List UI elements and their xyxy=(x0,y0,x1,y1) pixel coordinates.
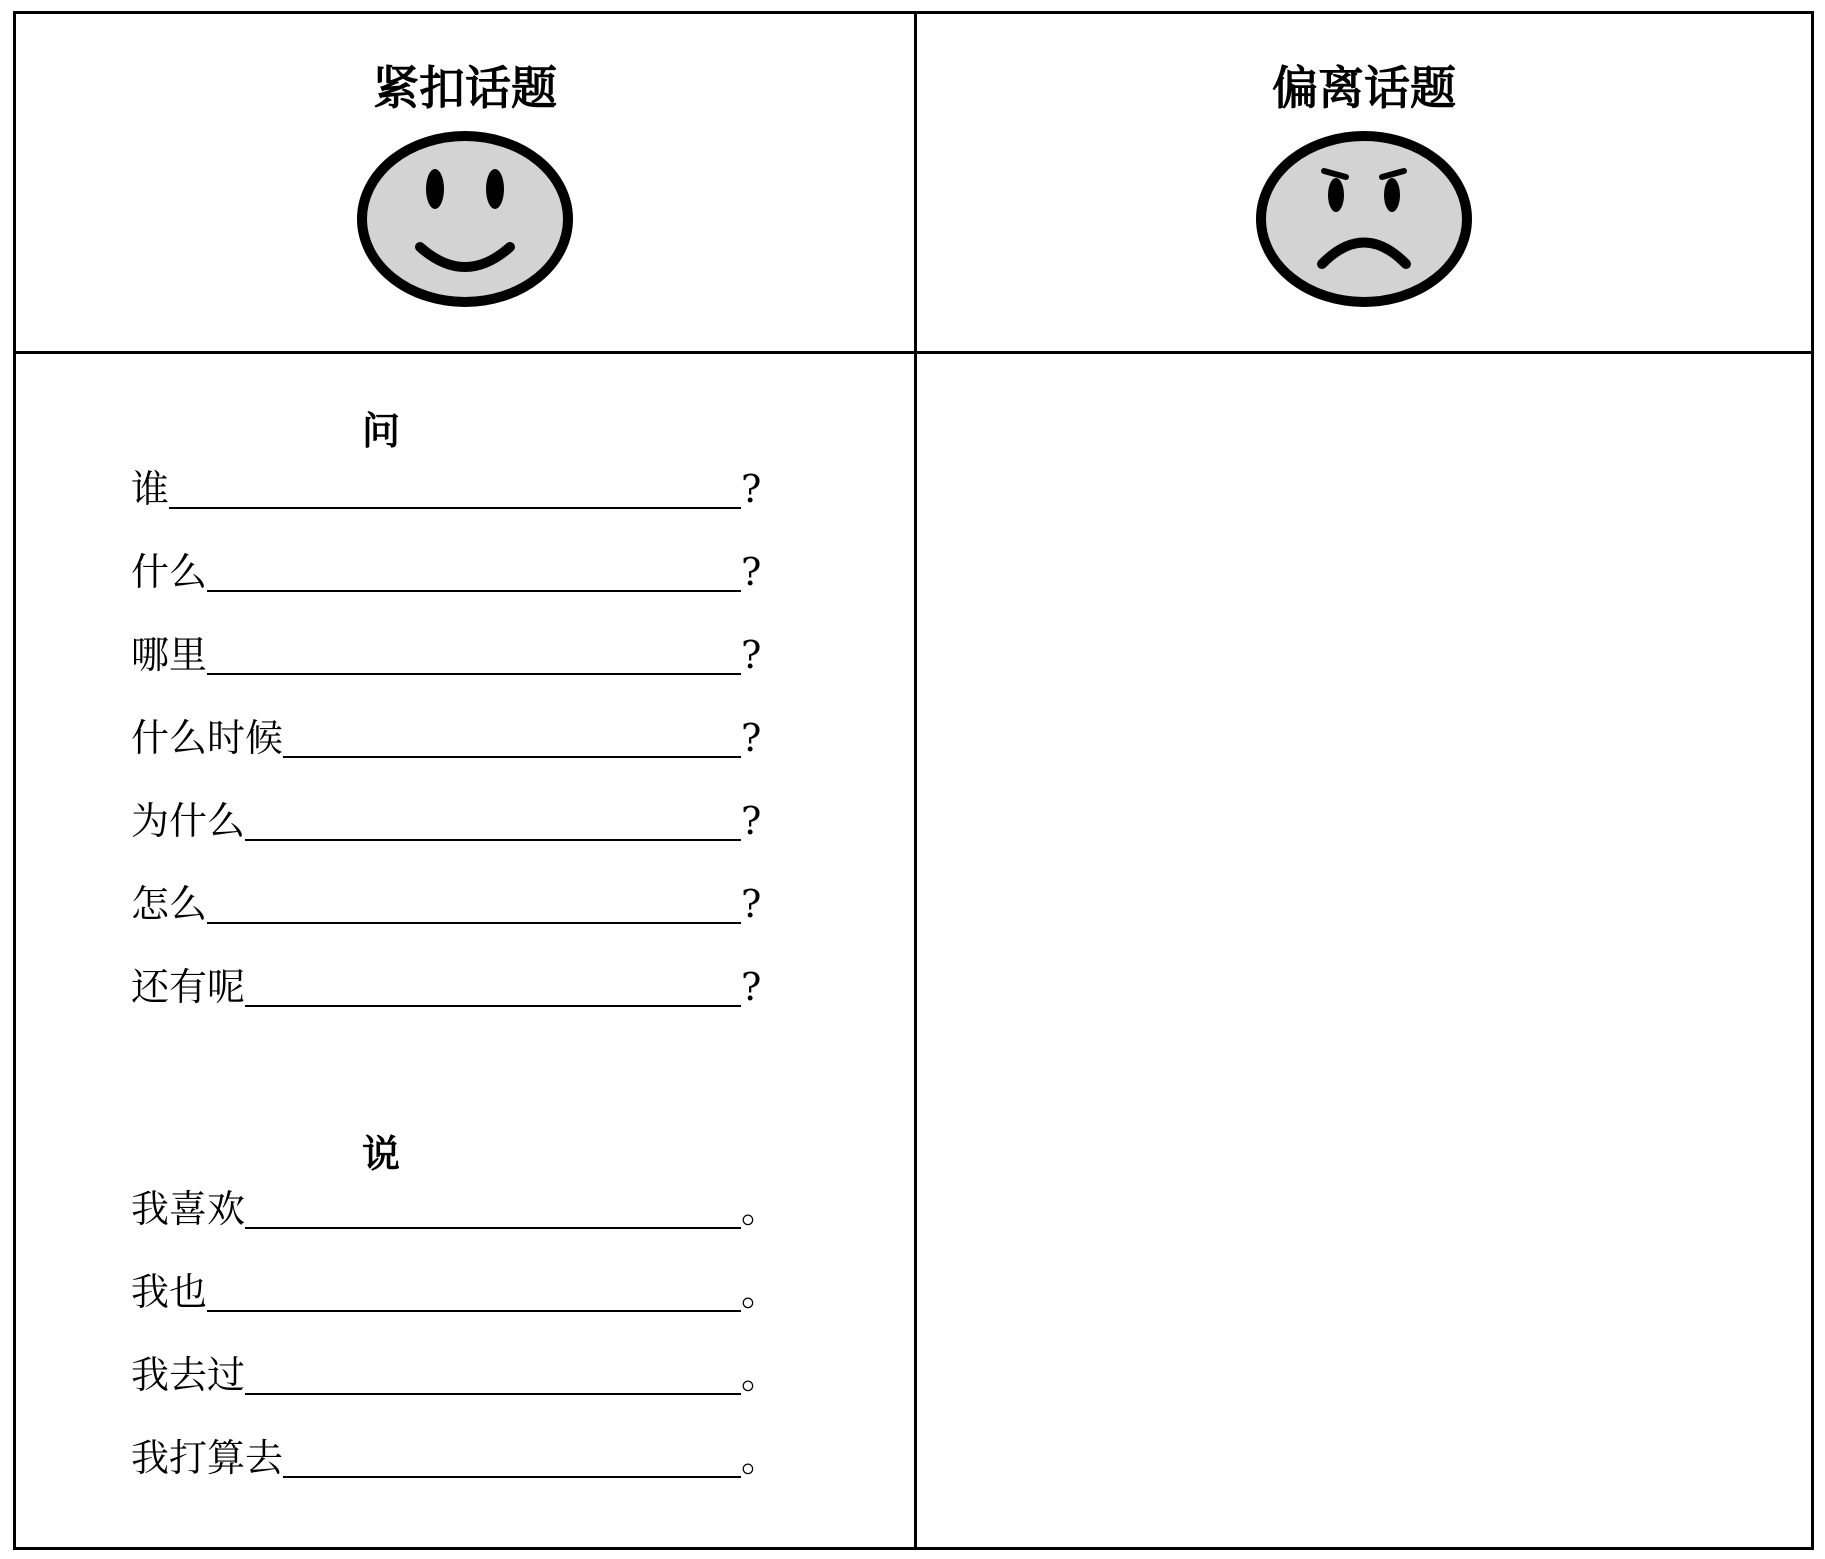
smiley-face-icon xyxy=(355,129,575,309)
header-off-topic xyxy=(917,14,1811,351)
prompt-label: 我打算去 xyxy=(131,1436,284,1480)
answer-blank[interactable] xyxy=(207,1270,741,1312)
prompt-label: 我喜欢 xyxy=(131,1187,246,1231)
prompt-label: 什么 xyxy=(131,550,208,594)
off-topic-title: 偏离话题 xyxy=(1272,61,1456,115)
ask-prompt-when xyxy=(131,708,771,760)
worksheet-table xyxy=(13,11,1814,1550)
question-mark: ? xyxy=(741,799,762,843)
on-topic-title: 紧扣话题 xyxy=(373,61,557,115)
prompt-label: 怎么 xyxy=(131,882,208,926)
question-mark: ? xyxy=(741,467,762,511)
prompt-label: 我也 xyxy=(131,1270,208,1314)
ask-prompt-who xyxy=(131,459,771,511)
say-prompt-i-plan-to-go xyxy=(131,1428,780,1480)
ask-prompt-where xyxy=(131,625,771,677)
off-topic-content xyxy=(917,354,1811,1549)
answer-blank[interactable] xyxy=(245,799,741,841)
question-mark: ? xyxy=(741,633,762,677)
answer-blank[interactable] xyxy=(245,965,741,1007)
prompt-label: 哪里 xyxy=(131,633,208,677)
prompt-label: 什么时候 xyxy=(131,716,284,760)
period-mark: 。 xyxy=(741,1436,780,1480)
prompt-label: 谁 xyxy=(131,467,170,511)
answer-blank[interactable] xyxy=(283,1436,741,1478)
ask-prompt-what xyxy=(131,542,771,594)
answer-blank[interactable] xyxy=(169,467,741,509)
say-prompt-i-like xyxy=(131,1179,780,1231)
answer-blank[interactable] xyxy=(207,550,741,592)
on-topic-content xyxy=(16,354,914,1549)
prompt-label: 我去过 xyxy=(131,1353,246,1397)
say-heading: 说 xyxy=(361,1131,400,1176)
question-mark: ? xyxy=(741,882,762,926)
header-on-topic xyxy=(16,14,914,351)
ask-prompt-what-else xyxy=(131,957,771,1009)
question-mark: ? xyxy=(741,965,762,1009)
say-prompt-i-have-been xyxy=(131,1345,780,1397)
ask-heading: 问 xyxy=(361,408,400,453)
ask-prompt-how xyxy=(131,874,771,926)
answer-blank[interactable] xyxy=(283,716,741,758)
period-mark: 。 xyxy=(741,1353,780,1397)
angry-face-icon xyxy=(1254,129,1474,309)
answer-blank[interactable] xyxy=(207,633,741,675)
prompt-label: 为什么 xyxy=(131,799,246,843)
period-mark: 。 xyxy=(741,1187,780,1231)
question-mark: ? xyxy=(741,716,762,760)
answer-blank[interactable] xyxy=(207,882,741,924)
say-prompt-me-too xyxy=(131,1262,780,1314)
answer-blank[interactable] xyxy=(245,1187,741,1229)
period-mark: 。 xyxy=(741,1270,780,1314)
ask-prompt-why xyxy=(131,791,771,843)
prompt-label: 还有呢 xyxy=(131,965,246,1009)
answer-blank[interactable] xyxy=(245,1353,741,1395)
question-mark: ? xyxy=(741,550,762,594)
